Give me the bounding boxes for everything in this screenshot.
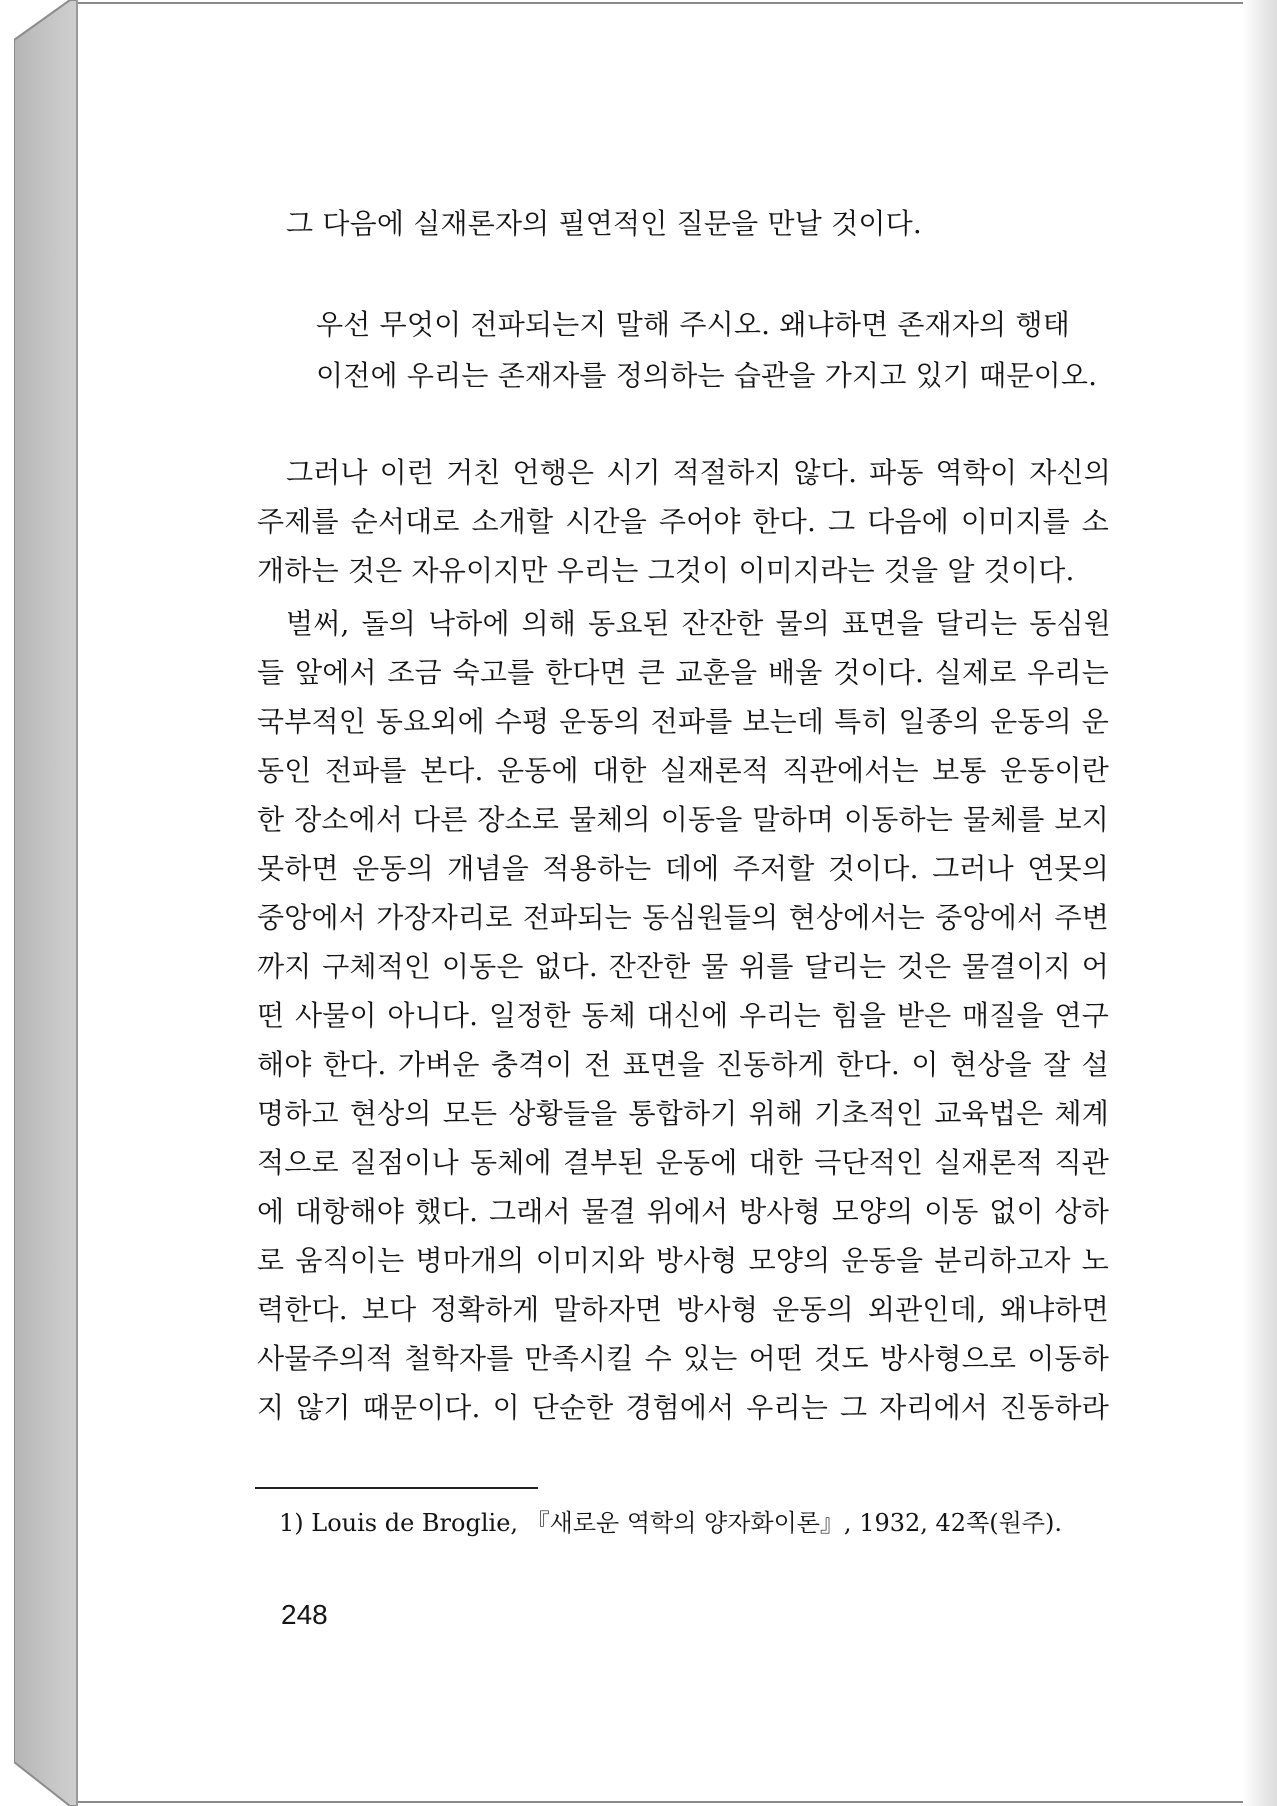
book-spine <box>14 0 78 1806</box>
paragraph-line: 떤 사물이 아니다. 일정한 동체 대신에 우리는 힘을 받은 매질을 연구 <box>257 999 1109 1032</box>
paragraph-line: 해야 한다. 가벼운 충격이 전 표면을 진동하게 한다. 이 현상을 잘 설 <box>257 1048 1109 1081</box>
paragraph-line: 중앙에서 가장자리로 전파되는 동심원들의 현상에서는 중앙에서 주변 <box>257 901 1109 934</box>
quote-line: 우선 무엇이 전파되는지 말해 주시오. 왜냐하면 존재자의 행태 <box>316 308 1071 341</box>
footnote: 1) Louis de Broglie, 『새로운 역학의 양자화이론』, 1932, 42쪽(원주). <box>279 1509 1062 1537</box>
paragraph-line: 국부적인 동요외에 수평 운동의 전파를 보는데 특히 일종의 운동의 운 <box>257 705 1109 738</box>
intro-line: 그 다음에 실재론자의 필연적인 질문을 만날 것이다. <box>286 207 922 240</box>
page-edge-shadow <box>1243 0 1277 1806</box>
paragraph-line: 동인 전파를 본다. 운동에 대한 실재론적 직관에서는 보통 운동이란 <box>257 754 1109 787</box>
paragraph-line: 명하고 현상의 모든 상황들을 통합하기 위해 기초적인 교육법은 체계 <box>257 1097 1109 1130</box>
paragraph-line: 에 대항해야 했다. 그래서 물결 위에서 방사형 모양의 이동 없이 상하 <box>257 1195 1109 1228</box>
paragraph-line: 로 움직이는 병마개의 이미지와 방사형 모양의 운동을 분리하고자 노 <box>257 1244 1109 1277</box>
paragraph-line: 사물주의적 철학자를 만족시킬 수 있는 어떤 것도 방사형으로 이동하 <box>257 1342 1109 1375</box>
page-number: 248 <box>281 1599 328 1630</box>
paragraph-line: 못하면 운동의 개념을 적용하는 데에 주저할 것이다. 그러나 연못의 <box>257 852 1109 885</box>
paragraph-line: 력한다. 보다 정확하게 말하자면 방사형 운동의 외관인데, 왜냐하면 <box>257 1293 1109 1326</box>
paragraph-line: 벌써, 돌의 낙하에 의해 동요된 잔잔한 물의 표면을 달리는 동심원 <box>286 607 1111 640</box>
paragraph-line: 까지 구체적인 이동은 없다. 잔잔한 물 위를 달리는 것은 물결이지 어 <box>257 950 1109 983</box>
paragraph-line: 들 앞에서 조금 숙고를 한다면 큰 교훈을 배울 것이다. 실제로 우리는 <box>257 656 1109 689</box>
quote-line: 이전에 우리는 존재자를 정의하는 습관을 가지고 있기 때문이오. <box>316 359 1098 392</box>
paragraph-line: 한 장소에서 다른 장소로 물체의 이동을 말하며 이동하는 물체를 보지 <box>257 803 1109 836</box>
paragraph-line: 주제를 순서대로 소개할 시간을 주어야 한다. 그 다음에 이미지를 소 <box>257 505 1109 538</box>
paragraph-line: 그러나 이런 거친 언행은 시기 적절하지 않다. 파동 역학이 자신의 <box>286 456 1111 489</box>
paragraph-line: 지 않기 때문이다. 이 단순한 경험에서 우리는 그 자리에서 진동하라 <box>257 1391 1109 1424</box>
paragraph-line: 개하는 것은 자유이지만 우리는 그것이 이미지라는 것을 알 것이다. <box>257 554 1075 587</box>
paragraph-line: 적으로 질점이나 동체에 결부된 운동에 대한 극단적인 실재론적 직관 <box>257 1146 1109 1179</box>
footnote-rule <box>255 1487 538 1489</box>
